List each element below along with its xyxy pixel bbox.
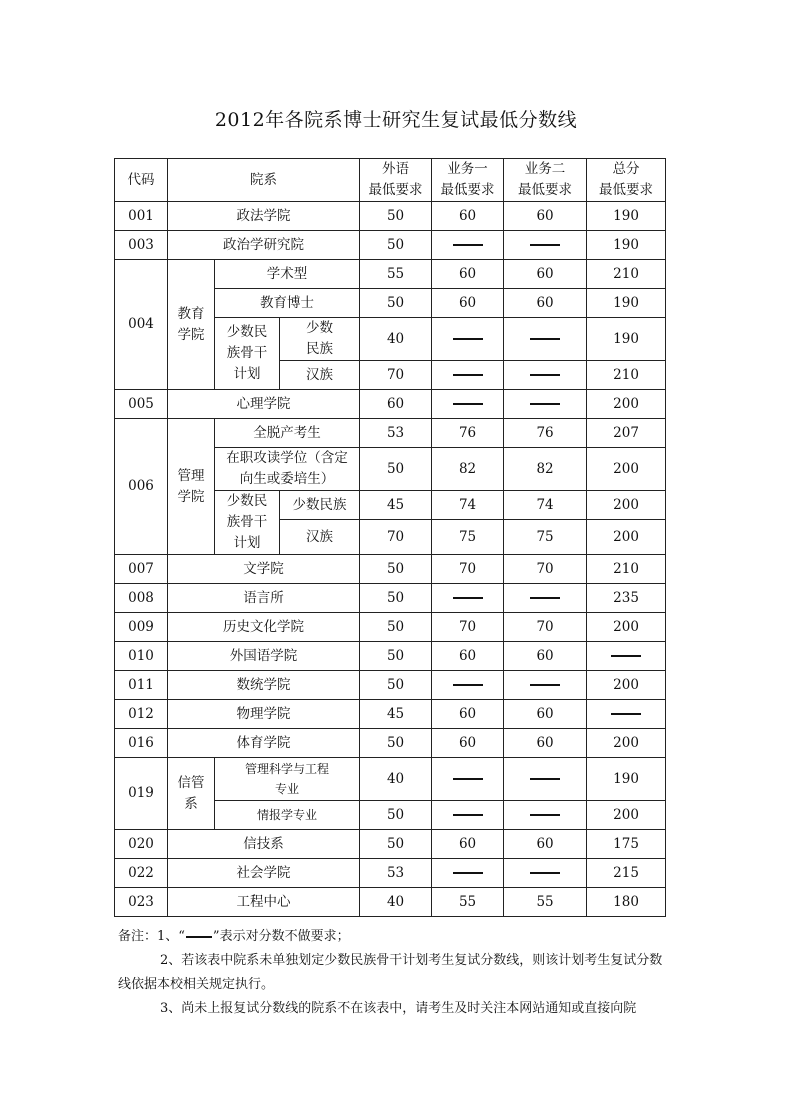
note-2: 2、若该表中院系未单独划定少数民族骨干计划考生复试分数线，则该计划考生复试分数线依据本校相关规定执行。 (118, 953, 663, 992)
cell-total: 190 (587, 289, 666, 318)
cell-total: 207 (587, 419, 666, 448)
cell-foreign: 40 (360, 318, 432, 361)
cell-total: 210 (587, 555, 666, 584)
cell-major1 (432, 231, 504, 260)
no-requirement-dash (530, 872, 560, 874)
cell-major1 (432, 859, 504, 888)
cell-dept: 体育学院 (168, 729, 360, 758)
cell-major1: 60 (432, 642, 504, 671)
cell-major2: 60 (504, 729, 587, 758)
cell-foreign: 40 (360, 888, 432, 917)
no-requirement-dash (453, 778, 483, 780)
cell-code: 011 (115, 671, 168, 700)
cell-code: 006 (115, 419, 168, 555)
table-row (115, 830, 666, 859)
cell-total: 190 (587, 202, 666, 231)
cell-code: 020 (115, 830, 168, 859)
cell-total: 200 (587, 491, 666, 520)
cell-dept: 物理学院 (168, 700, 360, 729)
table-row (115, 729, 666, 758)
cell-dept: 社会学院 (168, 859, 360, 888)
cell-code: 022 (115, 859, 168, 888)
cell-dept: 教育 学院 (168, 260, 215, 390)
cell-major1: 70 (432, 555, 504, 584)
table-row (115, 671, 666, 700)
cell-total: 200 (587, 671, 666, 700)
no-requirement-dash (530, 244, 560, 246)
cell-code: 008 (115, 584, 168, 613)
no-requirement-dash (611, 713, 641, 715)
cell-major2: 60 (504, 289, 587, 318)
cell-major2 (504, 671, 587, 700)
cell-major2 (504, 361, 587, 390)
cell-major2 (504, 231, 587, 260)
cell-major2: 74 (504, 491, 587, 520)
page-title: 2012年各院系博士研究生复试最低分数线 (214, 109, 578, 131)
cell-subcategory: 情报学专业 (215, 801, 360, 830)
header-major1: 业务一 最低要求 (432, 159, 504, 202)
no-requirement-dash (453, 597, 483, 599)
no-requirement-dash (453, 814, 483, 816)
cell-code: 005 (115, 390, 168, 419)
no-requirement-dash (453, 244, 483, 246)
cell-dept: 文学院 (168, 555, 360, 584)
cell-major1: 60 (432, 729, 504, 758)
cell-major2 (504, 318, 587, 361)
cell-major1: 55 (432, 888, 504, 917)
table-row (115, 584, 666, 613)
cell-code: 003 (115, 231, 168, 260)
cell-foreign: 50 (360, 584, 432, 613)
cell-dept: 外国语学院 (168, 642, 360, 671)
note-3: 3、尚未上报复试分数线的院系不在该表中，请考生及时关注本网站通知或直接向院 (160, 1001, 637, 1016)
table-row (115, 700, 666, 729)
header-total: 总分 最低要求 (587, 159, 666, 202)
cell-foreign: 50 (360, 289, 432, 318)
cell-major1: 60 (432, 202, 504, 231)
cell-subcategory: 学术型 (215, 260, 360, 289)
cell-total: 210 (587, 260, 666, 289)
cell-major1: 74 (432, 491, 504, 520)
cell-major1: 60 (432, 260, 504, 289)
cell-major2: 70 (504, 613, 587, 642)
cell-plan-label: 少数民 族骨干 计划 (215, 318, 280, 390)
score-table (114, 158, 666, 917)
cell-code: 019 (115, 758, 168, 830)
table-row (115, 613, 666, 642)
cell-major2: 60 (504, 202, 587, 231)
cell-foreign: 50 (360, 729, 432, 758)
dash-symbol (186, 936, 212, 938)
cell-dept: 信管 系 (168, 758, 215, 830)
cell-subcategory: 少数 民族 (280, 318, 360, 361)
table-row (115, 555, 666, 584)
cell-dept: 政治学研究院 (168, 231, 360, 260)
cell-code: 001 (115, 202, 168, 231)
cell-foreign: 50 (360, 801, 432, 830)
table-row (115, 231, 666, 260)
cell-subcategory: 全脱产考生 (215, 419, 360, 448)
cell-total: 200 (587, 801, 666, 830)
no-requirement-dash (530, 403, 560, 405)
cell-dept: 信技系 (168, 830, 360, 859)
no-requirement-dash (530, 597, 560, 599)
header-foreign: 外语 最低要求 (360, 159, 432, 202)
cell-major2: 60 (504, 260, 587, 289)
table-row (115, 419, 666, 448)
no-requirement-dash (611, 655, 641, 657)
cell-major1: 75 (432, 520, 504, 555)
cell-total: 175 (587, 830, 666, 859)
cell-plan-label: 少数民 族骨干 计划 (215, 491, 280, 555)
cell-subcategory: 少数民族 (280, 491, 360, 520)
cell-code: 010 (115, 642, 168, 671)
no-requirement-dash (530, 374, 560, 376)
cell-major2: 75 (504, 520, 587, 555)
table-row (115, 260, 666, 289)
cell-foreign: 50 (360, 830, 432, 859)
cell-foreign: 50 (360, 202, 432, 231)
cell-major2: 60 (504, 700, 587, 729)
cell-foreign: 50 (360, 555, 432, 584)
cell-code: 023 (115, 888, 168, 917)
table-row (115, 888, 666, 917)
note-1: 备注：1、“ ”表示对分数不做要求； (118, 929, 350, 944)
notes (118, 925, 674, 1021)
cell-major2: 82 (504, 448, 587, 491)
cell-total: 190 (587, 231, 666, 260)
cell-foreign: 70 (360, 361, 432, 390)
cell-major2 (504, 859, 587, 888)
cell-major1 (432, 361, 504, 390)
cell-dept: 数统学院 (168, 671, 360, 700)
no-requirement-dash (453, 403, 483, 405)
cell-foreign: 50 (360, 671, 432, 700)
cell-total: 190 (587, 318, 666, 361)
no-requirement-dash (530, 778, 560, 780)
cell-subcategory: 在职攻读学位（含定 向生或委培生） (215, 448, 360, 491)
cell-total: 190 (587, 758, 666, 801)
cell-dept: 语言所 (168, 584, 360, 613)
cell-foreign: 45 (360, 700, 432, 729)
cell-major1 (432, 318, 504, 361)
cell-major2 (504, 801, 587, 830)
cell-subcategory: 汉族 (280, 361, 360, 390)
cell-total (587, 700, 666, 729)
cell-dept: 历史文化学院 (168, 613, 360, 642)
no-requirement-dash (453, 338, 483, 340)
cell-major2 (504, 584, 587, 613)
cell-total: 200 (587, 390, 666, 419)
cell-total: 235 (587, 584, 666, 613)
cell-major1: 60 (432, 830, 504, 859)
cell-total: 200 (587, 729, 666, 758)
cell-total: 200 (587, 613, 666, 642)
cell-major2: 70 (504, 555, 587, 584)
cell-major1: 60 (432, 289, 504, 318)
cell-code: 012 (115, 700, 168, 729)
cell-major2: 60 (504, 830, 587, 859)
cell-major1: 76 (432, 419, 504, 448)
cell-code: 009 (115, 613, 168, 642)
header-major2: 业务二 最低要求 (504, 159, 587, 202)
cell-foreign: 60 (360, 390, 432, 419)
header-dept: 院系 (168, 159, 360, 202)
table-row (115, 202, 666, 231)
cell-foreign: 53 (360, 859, 432, 888)
cell-major2 (504, 390, 587, 419)
cell-subcategory: 汉族 (280, 520, 360, 555)
cell-major1: 82 (432, 448, 504, 491)
no-requirement-dash (453, 872, 483, 874)
cell-major2 (504, 758, 587, 801)
cell-foreign: 53 (360, 419, 432, 448)
cell-dept: 管理 学院 (168, 419, 215, 555)
cell-total: 210 (587, 361, 666, 390)
cell-code: 007 (115, 555, 168, 584)
header-code: 代码 (115, 159, 168, 202)
cell-major2: 76 (504, 419, 587, 448)
no-requirement-dash (530, 684, 560, 686)
cell-major1: 70 (432, 613, 504, 642)
cell-major1: 60 (432, 700, 504, 729)
cell-major2: 60 (504, 642, 587, 671)
cell-dept: 工程中心 (168, 888, 360, 917)
cell-code: 004 (115, 260, 168, 390)
table-row (115, 390, 666, 419)
cell-foreign: 50 (360, 613, 432, 642)
table-row (115, 758, 666, 801)
cell-dept: 心理学院 (168, 390, 360, 419)
table-row (115, 642, 666, 671)
cell-total: 200 (587, 448, 666, 491)
cell-foreign: 40 (360, 758, 432, 801)
cell-foreign: 50 (360, 448, 432, 491)
cell-major1 (432, 758, 504, 801)
cell-foreign: 50 (360, 231, 432, 260)
cell-total: 180 (587, 888, 666, 917)
cell-total: 200 (587, 520, 666, 555)
cell-major2: 55 (504, 888, 587, 917)
no-requirement-dash (530, 338, 560, 340)
cell-subcategory: 教育博士 (215, 289, 360, 318)
cell-foreign: 50 (360, 642, 432, 671)
no-requirement-dash (530, 814, 560, 816)
cell-major1 (432, 671, 504, 700)
cell-foreign: 55 (360, 260, 432, 289)
cell-major1 (432, 801, 504, 830)
cell-major1 (432, 584, 504, 613)
no-requirement-dash (453, 374, 483, 376)
cell-subcategory: 管理科学与工程 专业 (215, 758, 360, 801)
header-row (115, 159, 666, 202)
cell-major1 (432, 390, 504, 419)
no-requirement-dash (453, 684, 483, 686)
cell-foreign: 45 (360, 491, 432, 520)
cell-code: 016 (115, 729, 168, 758)
cell-dept: 政法学院 (168, 202, 360, 231)
cell-foreign: 70 (360, 520, 432, 555)
table-row (115, 859, 666, 888)
cell-total (587, 642, 666, 671)
cell-total: 215 (587, 859, 666, 888)
